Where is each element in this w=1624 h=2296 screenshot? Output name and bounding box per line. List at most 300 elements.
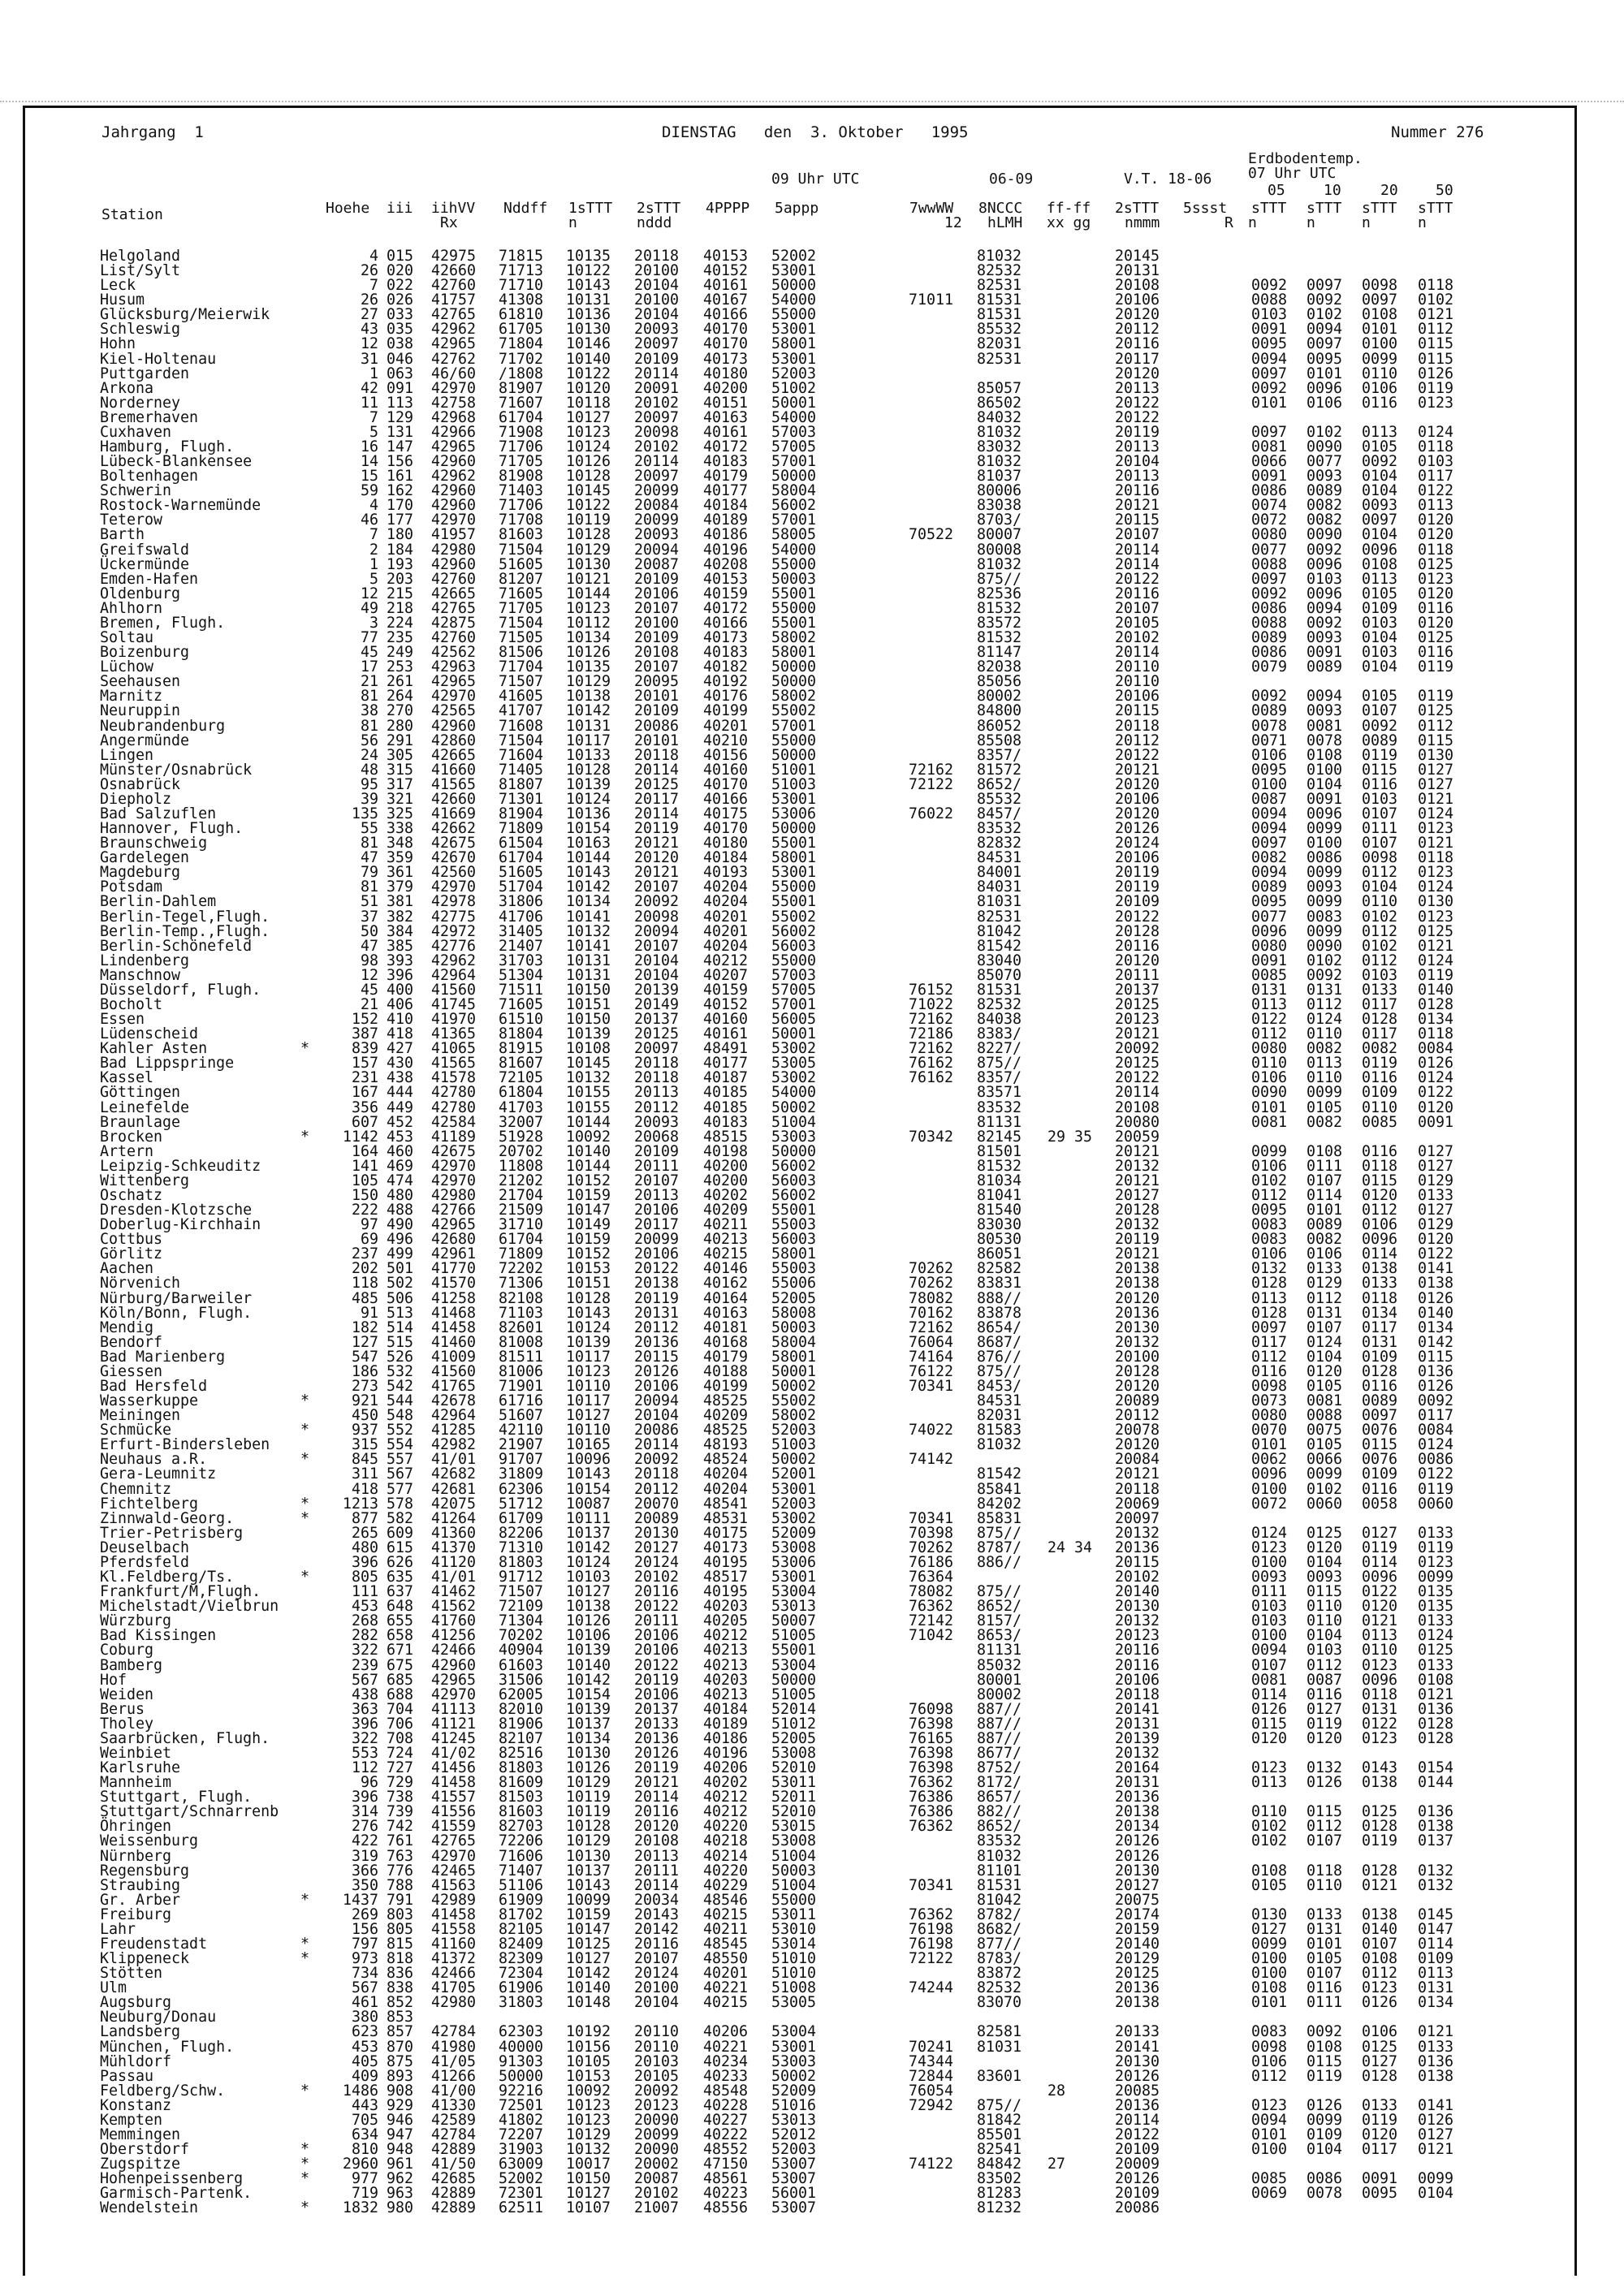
pressure-value: 40209 xyxy=(703,1202,749,1219)
pressure-value: 40152 xyxy=(703,995,749,1013)
soil20-value: 0097 xyxy=(1362,511,1398,529)
station-name: Bremen, Flugh. xyxy=(100,614,226,632)
minmax-temp-value: 20080 xyxy=(1115,1113,1160,1131)
soil10-value: 0097 xyxy=(1307,277,1343,295)
minmax-temp-value: 20120 xyxy=(1115,365,1160,382)
tendency-value: 58001 xyxy=(771,335,817,353)
nddff-value: 81702 xyxy=(499,1905,544,1923)
mountain-marker: * xyxy=(300,1422,310,1439)
station-name: Kahler Asten xyxy=(100,1040,208,1058)
cloud-value: 81042 xyxy=(977,1891,1022,1909)
station-id: 474 xyxy=(387,1172,414,1189)
weather-value: 74142 xyxy=(909,1451,954,1469)
soil10-value: 0090 xyxy=(1307,526,1343,544)
soil20-value: 0119 xyxy=(1362,2111,1398,2129)
c7wwww-heading: 7wwWW xyxy=(909,200,954,217)
cloud-value: 875// xyxy=(977,1055,1022,1072)
nddff-value: 92216 xyxy=(499,2082,544,2100)
soil05-value: 0096 xyxy=(1251,1465,1288,1483)
soil50-value: 0123 xyxy=(1418,864,1454,882)
soil05-value: 0094 xyxy=(1251,2111,1288,2129)
iihvv-value: 42780 xyxy=(431,1084,477,1102)
iihvv-value: 41460 xyxy=(431,1333,477,1351)
temp1-value: 10135 xyxy=(566,248,611,265)
nddff-value: 40904 xyxy=(499,1642,544,1659)
minmax-temp-value: 20138 xyxy=(1115,1994,1160,2012)
tendency-value: 55006 xyxy=(771,1275,817,1293)
station-id: 815 xyxy=(387,1935,414,1953)
nddff-value: 61704 xyxy=(499,1231,544,1249)
soil05-value: 0128 xyxy=(1251,1304,1288,1322)
soil10-value: 0104 xyxy=(1307,2141,1343,2159)
soil05-value: 0092 xyxy=(1251,277,1288,295)
pressure-value: 40211 xyxy=(703,1920,749,1938)
temp1-value: 10119 xyxy=(566,1789,611,1806)
station-id: 315 xyxy=(387,761,414,779)
minmax-temp-value: 20089 xyxy=(1115,1392,1160,1410)
soil50-value: 0127 xyxy=(1418,1142,1454,1160)
minmax-temp-value: 20116 xyxy=(1115,937,1160,955)
soil20-value: 0109 xyxy=(1362,599,1398,617)
temp1-value: 10106 xyxy=(566,1627,611,1645)
height-value: 27 xyxy=(360,306,378,324)
soil05-value: 0107 xyxy=(1251,1656,1288,1674)
temp2-value: 20122 xyxy=(634,1260,680,1278)
temp1-value: 10117 xyxy=(566,1348,611,1366)
nddff-value: 61704 xyxy=(499,408,544,426)
temp2-value: 20107 xyxy=(634,937,680,955)
soil05-value: 0074 xyxy=(1251,497,1288,515)
height-value: 43 xyxy=(360,321,378,339)
weather-value: 76122 xyxy=(909,1362,954,1380)
temp1-value: 10151 xyxy=(566,995,611,1013)
nddff-value: 71504 xyxy=(499,614,544,632)
cloud-value: 888// xyxy=(977,1289,1022,1307)
station-name: Nörvenich xyxy=(100,1275,181,1293)
temp2-value: 20110 xyxy=(634,2038,680,2056)
station-name: Barth xyxy=(100,526,145,544)
pressure-value: 40170 xyxy=(703,321,749,339)
temp1-value: 10156 xyxy=(566,2038,611,2056)
soil20-value: 0134 xyxy=(1362,1304,1398,1322)
nddff-value: 82010 xyxy=(499,1700,544,1718)
cloud-value: 83502 xyxy=(977,2170,1022,2188)
height-value: 16 xyxy=(360,438,378,456)
cloud-value: 8652/ xyxy=(977,1818,1022,1836)
minmax-temp-value: 20121 xyxy=(1115,761,1160,779)
cloud-value: 81032 xyxy=(977,1847,1022,1865)
station-id: 218 xyxy=(387,599,414,617)
temp1-value: 10155 xyxy=(566,1098,611,1116)
soil10-value: 0086 xyxy=(1307,2170,1343,2188)
soil10-value: 0100 xyxy=(1307,761,1343,779)
height-value: 15 xyxy=(360,468,378,486)
temp2-value: 20109 xyxy=(634,570,680,588)
temp1-value: 10142 xyxy=(566,1671,611,1689)
soil10-value: 0133 xyxy=(1307,1260,1343,1278)
station-id: 738 xyxy=(387,1789,414,1806)
station-id: 853 xyxy=(387,2009,414,2026)
pressure-value: 40172 xyxy=(703,438,749,456)
cloud-value: 80006 xyxy=(977,482,1022,500)
soil10-value: 0102 xyxy=(1307,1480,1343,1498)
soil50-value: 0124 xyxy=(1418,878,1454,896)
soil50-value: 0127 xyxy=(1418,1202,1454,1219)
soil50-value: 0122 xyxy=(1418,1084,1454,1102)
temp1-value: 10129 xyxy=(566,541,611,559)
soil20-value: 0076 xyxy=(1362,1451,1398,1469)
sttt-50-heading: sTTT xyxy=(1418,200,1453,217)
temp1-value: 10092 xyxy=(566,2082,611,2100)
tendency-value: 51004 xyxy=(771,1113,817,1131)
height-value: 26 xyxy=(360,291,378,309)
height-value: 845 xyxy=(351,1451,378,1469)
height-value: 98 xyxy=(360,952,378,969)
soil10-value: 0089 xyxy=(1307,1216,1343,1234)
temp1-value: 10146 xyxy=(566,335,611,353)
soil50-value: 0112 xyxy=(1418,717,1454,735)
cloud-value: 80007 xyxy=(977,526,1022,544)
temp1-value: 10136 xyxy=(566,805,611,822)
station-id: 502 xyxy=(387,1275,414,1293)
sttt-10-heading: sTTT xyxy=(1307,200,1342,217)
temp2-value: 20119 xyxy=(634,1289,680,1307)
temp2-value: 20109 xyxy=(634,1142,680,1160)
nddff-value: 71103 xyxy=(499,1304,544,1322)
soil10-value: 0112 xyxy=(1307,1818,1343,1836)
nddff-value: 91707 xyxy=(499,1451,544,1469)
soil10-value: 0109 xyxy=(1307,2126,1343,2143)
tendency-value: 55001 xyxy=(771,614,817,632)
station-id: 838 xyxy=(387,1979,414,1997)
cloud-value: 82038 xyxy=(977,658,1022,676)
nddff-value: 42110 xyxy=(499,1422,544,1439)
soil05-value: 0102 xyxy=(1251,1832,1288,1850)
height-value: 623 xyxy=(351,2023,378,2041)
table-row xyxy=(0,2040,1624,2055)
soil50-value: 0120 xyxy=(1418,1231,1454,1249)
soil05-value: 0091 xyxy=(1251,468,1288,486)
pressure-value: 40201 xyxy=(703,922,749,940)
soil50-value: 0123 xyxy=(1418,394,1454,412)
soil20-value: 0091 xyxy=(1362,2170,1398,2188)
minmax-temp-value: 20112 xyxy=(1115,1407,1160,1425)
nddff-value: 82105 xyxy=(499,1920,544,1938)
cloud-value: 85831 xyxy=(977,1509,1022,1527)
iihvv-value: 42964 xyxy=(431,1407,477,1425)
temp1-value: 10152 xyxy=(566,1245,611,1263)
soil05-value: 0112 xyxy=(1251,1187,1288,1204)
minmax-temp-value: 20132 xyxy=(1115,1157,1160,1175)
cloud-value: 81031 xyxy=(977,2038,1022,2056)
soil05-value: 0110 xyxy=(1251,1803,1288,1821)
height-value: 17 xyxy=(360,658,378,676)
cloud-value: 81032 xyxy=(977,453,1022,471)
temp1-value: 10159 xyxy=(566,1905,611,1923)
pressure-value: 40215 xyxy=(703,1905,749,1923)
soil05-value: 0083 xyxy=(1251,1216,1288,1234)
table-row xyxy=(0,1656,1624,1674)
soil10-value: 0104 xyxy=(1307,1348,1343,1366)
station-name: Giessen xyxy=(100,1362,163,1380)
soil20-value: 0116 xyxy=(1362,394,1398,412)
soil50-value: 0131 xyxy=(1418,1979,1454,1997)
soil05-value: 0080 xyxy=(1251,1040,1288,1058)
table-row xyxy=(0,1834,1624,1849)
soil05-value: 0094 xyxy=(1251,1642,1288,1659)
soil10-value: 0099 xyxy=(1307,922,1343,940)
station-id: 361 xyxy=(387,864,414,882)
station-name: Oldenburg xyxy=(100,585,181,602)
minmax-temp-value: 20125 xyxy=(1115,1965,1160,1983)
soil50-value: 0132 xyxy=(1418,1876,1454,1894)
tendency-value: 53003 xyxy=(771,2052,817,2070)
temp2-value: 20099 xyxy=(634,2126,680,2143)
station-id: 929 xyxy=(387,2096,414,2114)
soil20-value: 0097 xyxy=(1362,1407,1398,1425)
soil05-value: 0106 xyxy=(1251,746,1288,764)
soil10-value: 0082 xyxy=(1307,1113,1343,1131)
station-id: 739 xyxy=(387,1803,414,1821)
station-name: Nürnberg xyxy=(100,1847,172,1865)
station-name: Soltau xyxy=(100,629,154,647)
height-value: 81 xyxy=(360,878,378,896)
station-name: Memmingen xyxy=(100,2126,181,2143)
soil10-value: 0102 xyxy=(1307,423,1343,441)
station-id: 180 xyxy=(387,526,414,544)
station-id: 962 xyxy=(387,2170,414,2188)
nddff-value: 51607 xyxy=(499,1407,544,1425)
height-value: 51 xyxy=(360,893,378,911)
minmax-temp-value: 20084 xyxy=(1115,1451,1160,1469)
cloud-value: 81032 xyxy=(977,1436,1022,1454)
soil20-value: 0076 xyxy=(1362,1422,1398,1439)
temp2-value: 20124 xyxy=(634,1553,680,1571)
soil05-value: 0085 xyxy=(1251,966,1288,984)
station-id: 449 xyxy=(387,1098,414,1116)
soil20-value: 0113 xyxy=(1362,1627,1398,1645)
nddff-value: 61709 xyxy=(499,1509,544,1527)
c5appp-heading: 5appp xyxy=(775,200,819,217)
weather-value: 76162 xyxy=(909,1069,954,1087)
temp1-value: 10134 xyxy=(566,629,611,647)
height-value: 111 xyxy=(351,1583,378,1601)
nddff-value: 21407 xyxy=(499,937,544,955)
soil05-value: 0101 xyxy=(1251,1436,1288,1454)
height-value: 265 xyxy=(351,1524,378,1542)
height-value: 231 xyxy=(351,1069,378,1087)
tendency-value: 54000 xyxy=(771,291,817,309)
pressure-value: 40229 xyxy=(703,1876,749,1894)
soil05-value: 0102 xyxy=(1251,1172,1288,1189)
soil05-value: 0114 xyxy=(1251,1685,1288,1703)
soil50-value: 0126 xyxy=(1418,1289,1454,1307)
height-value: 282 xyxy=(351,1627,378,1645)
iihvv-value: 42963 xyxy=(431,658,477,676)
soil20-value: 0100 xyxy=(1362,335,1398,353)
station-name: Klippeneck xyxy=(100,1950,190,1968)
soil50-value: 0115 xyxy=(1418,350,1454,368)
soil20-value: 0104 xyxy=(1362,526,1398,544)
pressure-value: 40199 xyxy=(703,1378,749,1396)
pressure-value: 48548 xyxy=(703,2082,749,2100)
temp2-value: 20136 xyxy=(634,1333,680,1351)
height-value: 112 xyxy=(351,1759,378,1777)
height-value: 380 xyxy=(351,2009,378,2026)
soil10-value: 0104 xyxy=(1307,1627,1343,1645)
tendency-value: 51008 xyxy=(771,1979,817,1997)
temp1-value: 10192 xyxy=(566,2023,611,2041)
minmax-temp-value: 20122 xyxy=(1115,570,1160,588)
station-id: 224 xyxy=(387,614,414,632)
temp1-value: 10149 xyxy=(566,1216,611,1234)
station-name: Garmisch-Partenk. xyxy=(100,2185,253,2203)
pressure-value: 40182 xyxy=(703,658,749,676)
iihvv-value: 42762 xyxy=(431,350,477,368)
soil10-value: 0112 xyxy=(1307,995,1343,1013)
minmax-temp-value: 20140 xyxy=(1115,1583,1160,1601)
temp2-value: 20107 xyxy=(634,599,680,617)
minmax-temp-value: 20121 xyxy=(1115,1245,1160,1263)
cloud-value: 8653/ xyxy=(977,1627,1022,1645)
nddff-value: 71908 xyxy=(499,423,544,441)
station-id: 359 xyxy=(387,849,414,867)
minmax-temp-value: 20120 xyxy=(1115,805,1160,822)
station-name: Angermünde xyxy=(100,732,190,749)
pressure-value: 40185 xyxy=(703,1084,749,1102)
station-id: 836 xyxy=(387,1965,414,1983)
height-value: 409 xyxy=(351,2067,378,2085)
temp1-value: 10159 xyxy=(566,1187,611,1204)
nddff-value: 81008 xyxy=(499,1333,544,1351)
temp1-value: 10111 xyxy=(566,1509,611,1527)
tendency-value: 53003 xyxy=(771,1128,817,1146)
soil10-value: 0131 xyxy=(1307,981,1343,999)
station-id: 270 xyxy=(387,702,414,720)
temp1-value: 10163 xyxy=(566,835,611,852)
station-name: Düsseldorf, Flugh. xyxy=(100,981,261,999)
pressure-value: 40179 xyxy=(703,468,749,486)
tendency-value: 55000 xyxy=(771,555,817,573)
temp1-value: 10123 xyxy=(566,1362,611,1380)
pressure-value: 40160 xyxy=(703,761,749,779)
minmax-temp-value: 20115 xyxy=(1115,702,1160,720)
iihvv-value: 41372 xyxy=(431,1950,477,1968)
tendency-value: 50002 xyxy=(771,1378,817,1396)
station-name: Erfurt-Bindersleben xyxy=(100,1436,270,1454)
height-value: 186 xyxy=(351,1362,378,1380)
pressure-value: 40195 xyxy=(703,1583,749,1601)
station-id: 742 xyxy=(387,1818,414,1836)
nddff-value: 61804 xyxy=(499,1084,544,1102)
iihvv-value: 41565 xyxy=(431,1055,477,1072)
soil50-value: 0134 xyxy=(1418,1994,1454,2012)
tendency-value: 58001 xyxy=(771,1245,817,1263)
temp1-value: 10151 xyxy=(566,1275,611,1293)
soil05-value: 0115 xyxy=(1251,1715,1288,1733)
station-id: 480 xyxy=(387,1187,414,1204)
station-id: 577 xyxy=(387,1480,414,1498)
cloud-value: 80008 xyxy=(977,541,1022,559)
temp2-value: 20114 xyxy=(634,805,680,822)
height-value: 438 xyxy=(351,1685,378,1703)
rx-subheading: Rx xyxy=(440,214,458,231)
height-value: 719 xyxy=(351,2185,378,2203)
temp2-value: 20125 xyxy=(634,775,680,793)
nddff-value: 71713 xyxy=(499,262,544,280)
table-row xyxy=(0,337,1624,352)
cloud-value: 83038 xyxy=(977,497,1022,515)
pressure-value: 40173 xyxy=(703,629,749,647)
soil50-value: 0115 xyxy=(1418,732,1454,749)
minmax-temp-value: 20121 xyxy=(1115,1172,1160,1189)
pressure-value: 40163 xyxy=(703,408,749,426)
nddff-value: 81906 xyxy=(499,1715,544,1733)
pressure-value: 48550 xyxy=(703,1950,749,1968)
cloud-value: 8457/ xyxy=(977,805,1022,822)
station-id: 578 xyxy=(387,1495,414,1513)
nddff-value: 31809 xyxy=(499,1465,544,1483)
table-row xyxy=(0,1673,1624,1688)
minmax-temp-value: 20107 xyxy=(1115,526,1160,544)
weather-value: 70262 xyxy=(909,1260,954,1278)
pressure-value: 40161 xyxy=(703,277,749,295)
iihvv-value: 41/02 xyxy=(431,1744,477,1762)
minmax-temp-value: 20131 xyxy=(1115,262,1160,280)
soil10-value: 0082 xyxy=(1307,1040,1343,1058)
tendency-value: 53002 xyxy=(771,1040,817,1058)
iihvv-value: 41245 xyxy=(431,1729,477,1747)
soil20-value: 0128 xyxy=(1362,1818,1398,1836)
soil20-value: 0113 xyxy=(1362,423,1398,441)
temp1-value: 10123 xyxy=(566,599,611,617)
station-name: Aachen xyxy=(100,1260,154,1278)
temp1-value: 10122 xyxy=(566,497,611,515)
soil05-value: 0100 xyxy=(1251,775,1288,793)
station-name: Weissenburg xyxy=(100,1832,199,1850)
station-name: Lahr xyxy=(100,1920,136,1938)
temp1-value: 10130 xyxy=(566,1847,611,1865)
soil10-value: 0087 xyxy=(1307,1671,1343,1689)
weather-value: 76364 xyxy=(909,1569,954,1586)
cloud-value: 85032 xyxy=(977,1656,1022,1674)
station-name: Boizenburg xyxy=(100,644,190,662)
tendency-value: 57001 xyxy=(771,453,817,471)
soil50-value: 0122 xyxy=(1418,1245,1454,1263)
soil10-value: 0101 xyxy=(1307,365,1343,382)
temp1-value: 10130 xyxy=(566,321,611,339)
pressure-value: 40210 xyxy=(703,732,749,749)
soil10-value: 0120 xyxy=(1307,1539,1343,1556)
temp2-value: 20119 xyxy=(634,820,680,838)
soil50-value: 0128 xyxy=(1418,1715,1454,1733)
height-value: 567 xyxy=(351,1671,378,1689)
pressure-value: 48525 xyxy=(703,1392,749,1410)
temp2-value: 20117 xyxy=(634,1216,680,1234)
soil50-value: 0113 xyxy=(1418,1965,1454,1983)
soil50-value: 0118 xyxy=(1418,438,1454,456)
pressure-value: 40198 xyxy=(703,1142,749,1160)
soil05-value: 0091 xyxy=(1251,321,1288,339)
pressure-value: 40204 xyxy=(703,1465,749,1483)
minmax-temp-value: 20120 xyxy=(1115,306,1160,324)
station-name: Osnabrück xyxy=(100,775,181,793)
soil05-value: 0080 xyxy=(1251,937,1288,955)
cloud-value: 83532 xyxy=(977,1098,1022,1116)
minmax-temp-value: 20116 xyxy=(1115,1656,1160,1674)
temp1-value: 10147 xyxy=(566,1920,611,1938)
pressure-value: 40166 xyxy=(703,790,749,808)
